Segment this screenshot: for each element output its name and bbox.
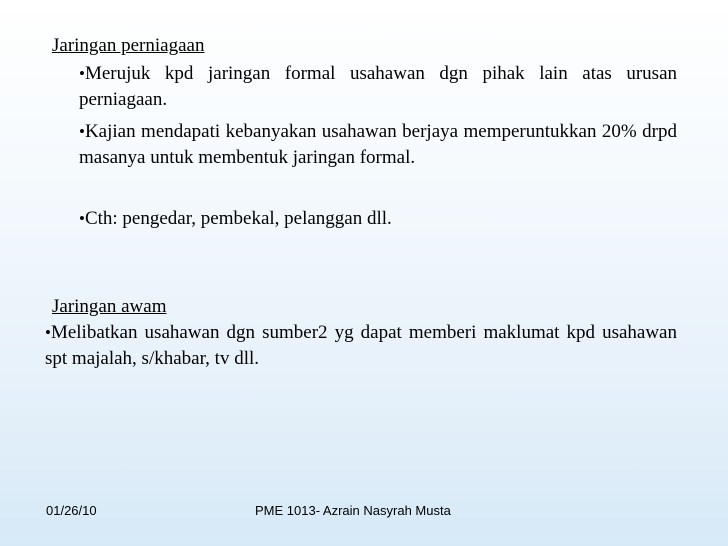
bullet-text: Kajian mendapati kebanyakan usahawan berjaya memperuntukkan 20% drpd masanya untuk membentuk jaringan formal. [79,121,677,168]
bullet-marker: • [79,64,85,83]
bullet-item [79,61,677,113]
bullet-marker: • [79,209,85,228]
section-heading-jaringan-awam: Jaringan awam [52,296,167,317]
bullet-text: Merujuk kpd jaringan formal usahawan dgn pihak lain atas urusan perniagaan. [79,63,677,110]
footer-date: 01/26/10 [46,503,97,518]
section-heading-jaringan-perniagaan: Jaringan perniagaan [52,35,205,56]
bullet-marker: • [45,323,51,342]
bullet-item [79,119,677,171]
bullet-item [45,320,677,372]
bullet-item [79,206,677,232]
bullet-text: Melibatkan usahawan dgn sumber2 yg dapat memberi maklumat kpd usahawan spt majalah, s/khabar, tv dll. [45,322,677,369]
bullet-text: Cth: pengedar, pembekal, pelanggan dll. [84,208,392,229]
footer-course-label: PME 1013- Azrain Nasyrah Musta [255,503,451,518]
bullet-marker: • [79,122,85,141]
